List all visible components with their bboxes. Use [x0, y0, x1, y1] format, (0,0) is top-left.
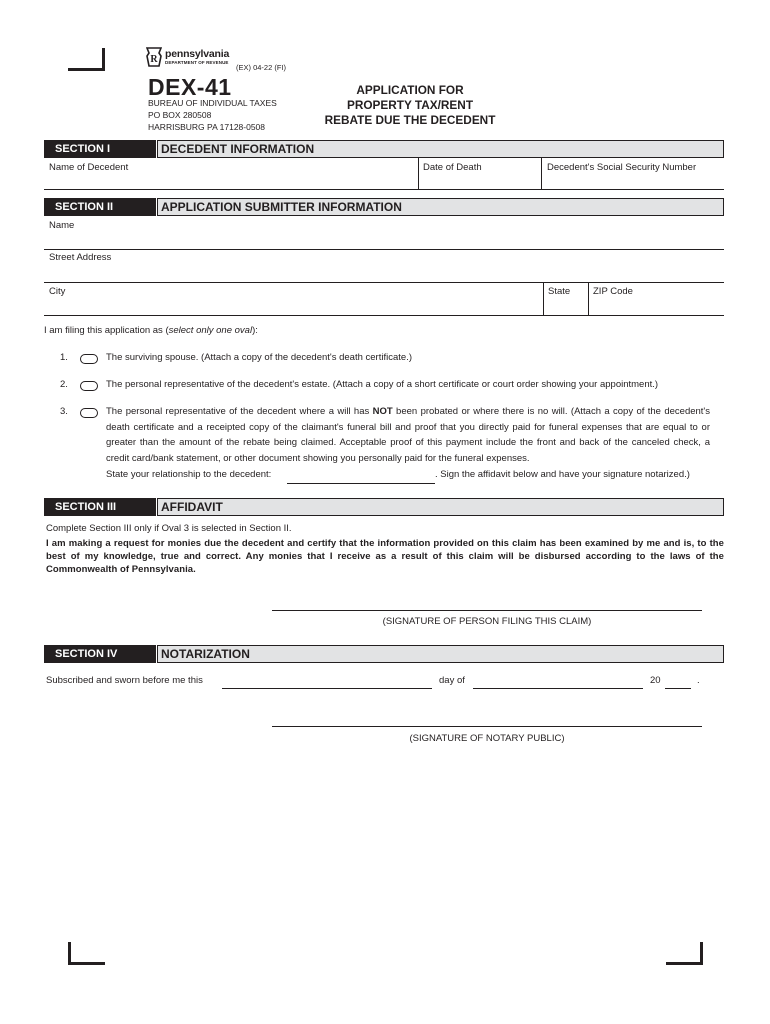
form-title — [305, 83, 515, 128]
decedent-ssn-label: Decedent's Social Security Number — [547, 162, 697, 173]
logo-department: DEPARTMENT OF REVENUE — [165, 60, 229, 65]
filing-intro — [44, 325, 258, 336]
keystone-icon — [146, 47, 162, 67]
day-of-label: day of — [439, 675, 465, 686]
name-label: Name — [49, 220, 75, 231]
section-2-header — [44, 198, 724, 216]
option-3-oval[interactable] — [80, 408, 98, 418]
field-divider — [541, 158, 542, 189]
zip-code-label: ZIP Code — [593, 286, 633, 297]
street-address-field[interactable] — [44, 282, 724, 283]
sworn-day-field[interactable] — [222, 688, 432, 689]
name-of-decedent-label: Name of Decedent — [49, 162, 129, 173]
bureau-address — [148, 97, 277, 133]
option-1-oval[interactable] — [80, 354, 98, 364]
notary-signature-caption: (SIGNATURE OF NOTARY PUBLIC) — [409, 733, 565, 744]
section-1-header — [44, 140, 724, 158]
date-of-death-label: Date of Death — [423, 162, 482, 173]
sworn-month-field[interactable] — [473, 688, 643, 689]
city-state-zip-field[interactable] — [44, 315, 724, 316]
claimant-signature-caption: (SIGNATURE OF PERSON FILING THIS CLAIM) — [382, 616, 592, 627]
form-title-line: APPLICATION FOR — [356, 83, 464, 97]
relationship-field[interactable] — [287, 483, 435, 484]
option-number: 3. — [60, 406, 68, 417]
section-1-title: DECEDENT INFORMATION — [157, 140, 724, 158]
field-divider — [588, 282, 589, 316]
sworn-label: Subscribed and sworn before me this — [46, 675, 203, 686]
filing-intro-text: I am filing this application as ( — [44, 325, 169, 336]
option-3-text — [106, 404, 710, 466]
form-title-line: REBATE DUE THE DECEDENT — [324, 113, 496, 127]
option-3-text-part: been probated or where there is no will. (Attach a copy of the decedent's death certificate and a receipted copy of the claimant's funeral bill and proof that you directly paid for funeral expenses that are equal to or greater than the amount of the rebate being claimed. Acceptable proof of this payment include the front and back of the canceled check, a credit card/bank statement, or other document showing you personally paid for the funeral expenses. — [106, 406, 710, 464]
section-2-tag: SECTION II — [44, 198, 156, 216]
section-3-tag: SECTION III — [44, 498, 156, 516]
form-number: DEX-41 — [148, 74, 232, 100]
option-1-text: The surviving spouse. (Attach a copy of the decedent's death certificate.) — [106, 352, 412, 363]
filing-intro-italic: select only one oval — [168, 325, 253, 336]
decedent-info-field[interactable] — [44, 189, 724, 190]
name-field[interactable] — [44, 249, 724, 250]
section-4-header — [44, 645, 724, 663]
crop-mark-bottom-left — [68, 942, 105, 965]
field-divider — [543, 282, 544, 316]
section-3-header — [44, 498, 724, 516]
logo-mark-letter: R — [150, 54, 158, 65]
bureau-line: BUREAU OF INDIVIDUAL TAXES — [148, 98, 277, 108]
logo-name: pennsylvania — [165, 48, 230, 60]
section-1-tag: SECTION I — [44, 140, 156, 158]
relationship-suffix: . Sign the affidavit below and have your signature notarized.) — [435, 469, 690, 480]
year-prefix: 20 — [650, 675, 661, 686]
city-label: City — [49, 286, 66, 297]
street-address-label: Street Address — [49, 252, 112, 263]
option-number: 2. — [60, 379, 68, 390]
section-4-tag: SECTION IV — [44, 645, 156, 663]
option-3-text-part: The personal representative of the decedent where a will has — [106, 406, 373, 417]
relationship-label: State your relationship to the decedent: — [106, 469, 272, 480]
section-4-title: NOTARIZATION — [157, 645, 724, 663]
claimant-signature-field[interactable] — [272, 610, 702, 611]
section-3-title: AFFIDAVIT — [157, 498, 724, 516]
section-2-title: APPLICATION SUBMITTER INFORMATION — [157, 198, 724, 216]
affidavit-note: Complete Section III only if Oval 3 is selected in Section II. — [46, 523, 292, 534]
sworn-year-field[interactable] — [665, 688, 691, 689]
pa-revenue-logo — [146, 47, 236, 69]
crop-mark-top-left — [68, 48, 105, 71]
option-2-text: The personal representative of the decedent's estate. (Attach a copy of a short certificate or court order showing your appointment.) — [106, 379, 659, 390]
form-title-line: PROPERTY TAX/RENT — [346, 98, 474, 112]
bureau-line: HARRISBURG PA 17128-0508 — [148, 122, 266, 132]
field-divider — [418, 158, 419, 189]
option-2-oval[interactable] — [80, 381, 98, 391]
crop-mark-bottom-right — [666, 942, 703, 965]
filing-intro-text: ): — [252, 325, 258, 336]
state-label: State — [548, 286, 571, 297]
affidavit-statement: I am making a request for monies due the decedent and certify that the information provided on this claim has been examined by me and is, to the best of my knowledge, true and correct. Any monies that I receive as a result of this claim will be disbursed according to the laws of the Commonwealth of Pennsylvania. — [46, 538, 724, 575]
option-number: 1. — [60, 352, 68, 363]
bureau-line: PO BOX 280508 — [148, 110, 212, 120]
notary-signature-field[interactable] — [272, 726, 702, 727]
sworn-period: . — [697, 675, 700, 686]
option-3-emphasis: NOT — [372, 406, 393, 417]
form-revision: (EX) 04-22 (FI) — [236, 63, 287, 72]
